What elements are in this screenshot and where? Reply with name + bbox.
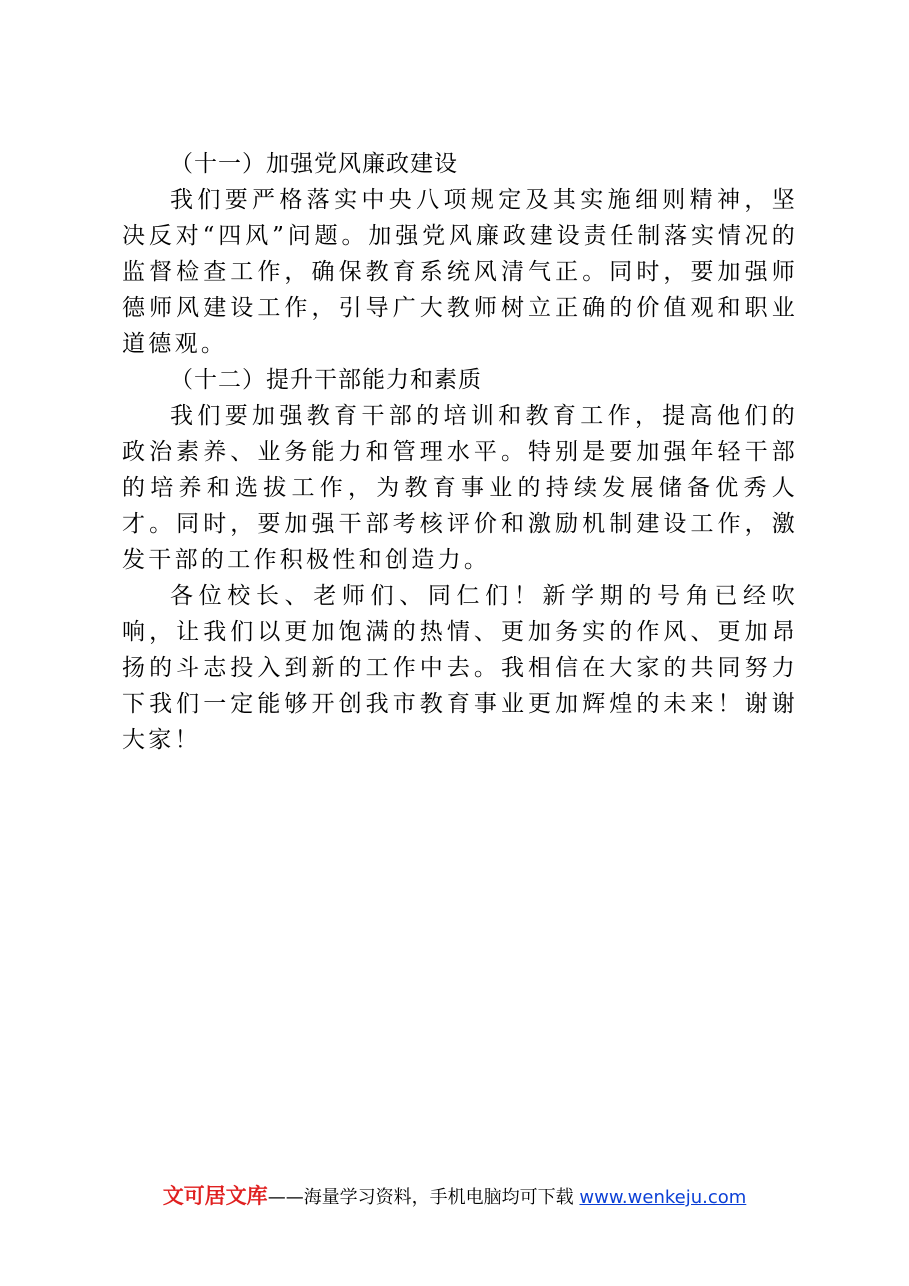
section-heading-12: （十二）提升干部能力和素质 (170, 367, 482, 393)
footer-tagline: ——海量学习资料，手机电脑均可下载 (267, 1187, 574, 1208)
section-12-paragraph: 我们要加强教育干部的培训和教育工作，提高他们的政治素养、业务能力和管理水平。特别是要加强年轻干部的培养和选拔工作，为教育事业的持续发展储备优秀人才。同时，要加强干部考核评价和激励机制建设工作，激发干部的工作积极性和创造力。 (122, 403, 798, 573)
footer-banner (0, 1182, 909, 1212)
closing-paragraph: 各位校长、老师们、同仁们！新学期的号角已经吹响，让我们以更加饱满的热情、更加务实的作风、更加昂扬的斗志投入到新的工作中去。我相信在大家的共同努力下我们一定能够开创我市教育事业更加辉煌的未来！谢谢大家！ (122, 583, 798, 753)
section-heading-11: （十一）加强党风廉政建设 (170, 151, 458, 177)
section-11-paragraph: 我们要严格落实中央八项规定及其实施细则精神，坚决反对“四风”问题。加强党风廉政建设责任制落实情况的监督检查工作，确保教育系统风清气正。同时，要加强师德师风建设工作，引导广大教师树立正确的价值观和职业道德观。 (122, 187, 798, 357)
document-body (122, 146, 798, 758)
footer-brand: 文可居文库 (162, 1184, 268, 1208)
footer-website-link[interactable]: www.wenkeju.com (579, 1187, 747, 1208)
